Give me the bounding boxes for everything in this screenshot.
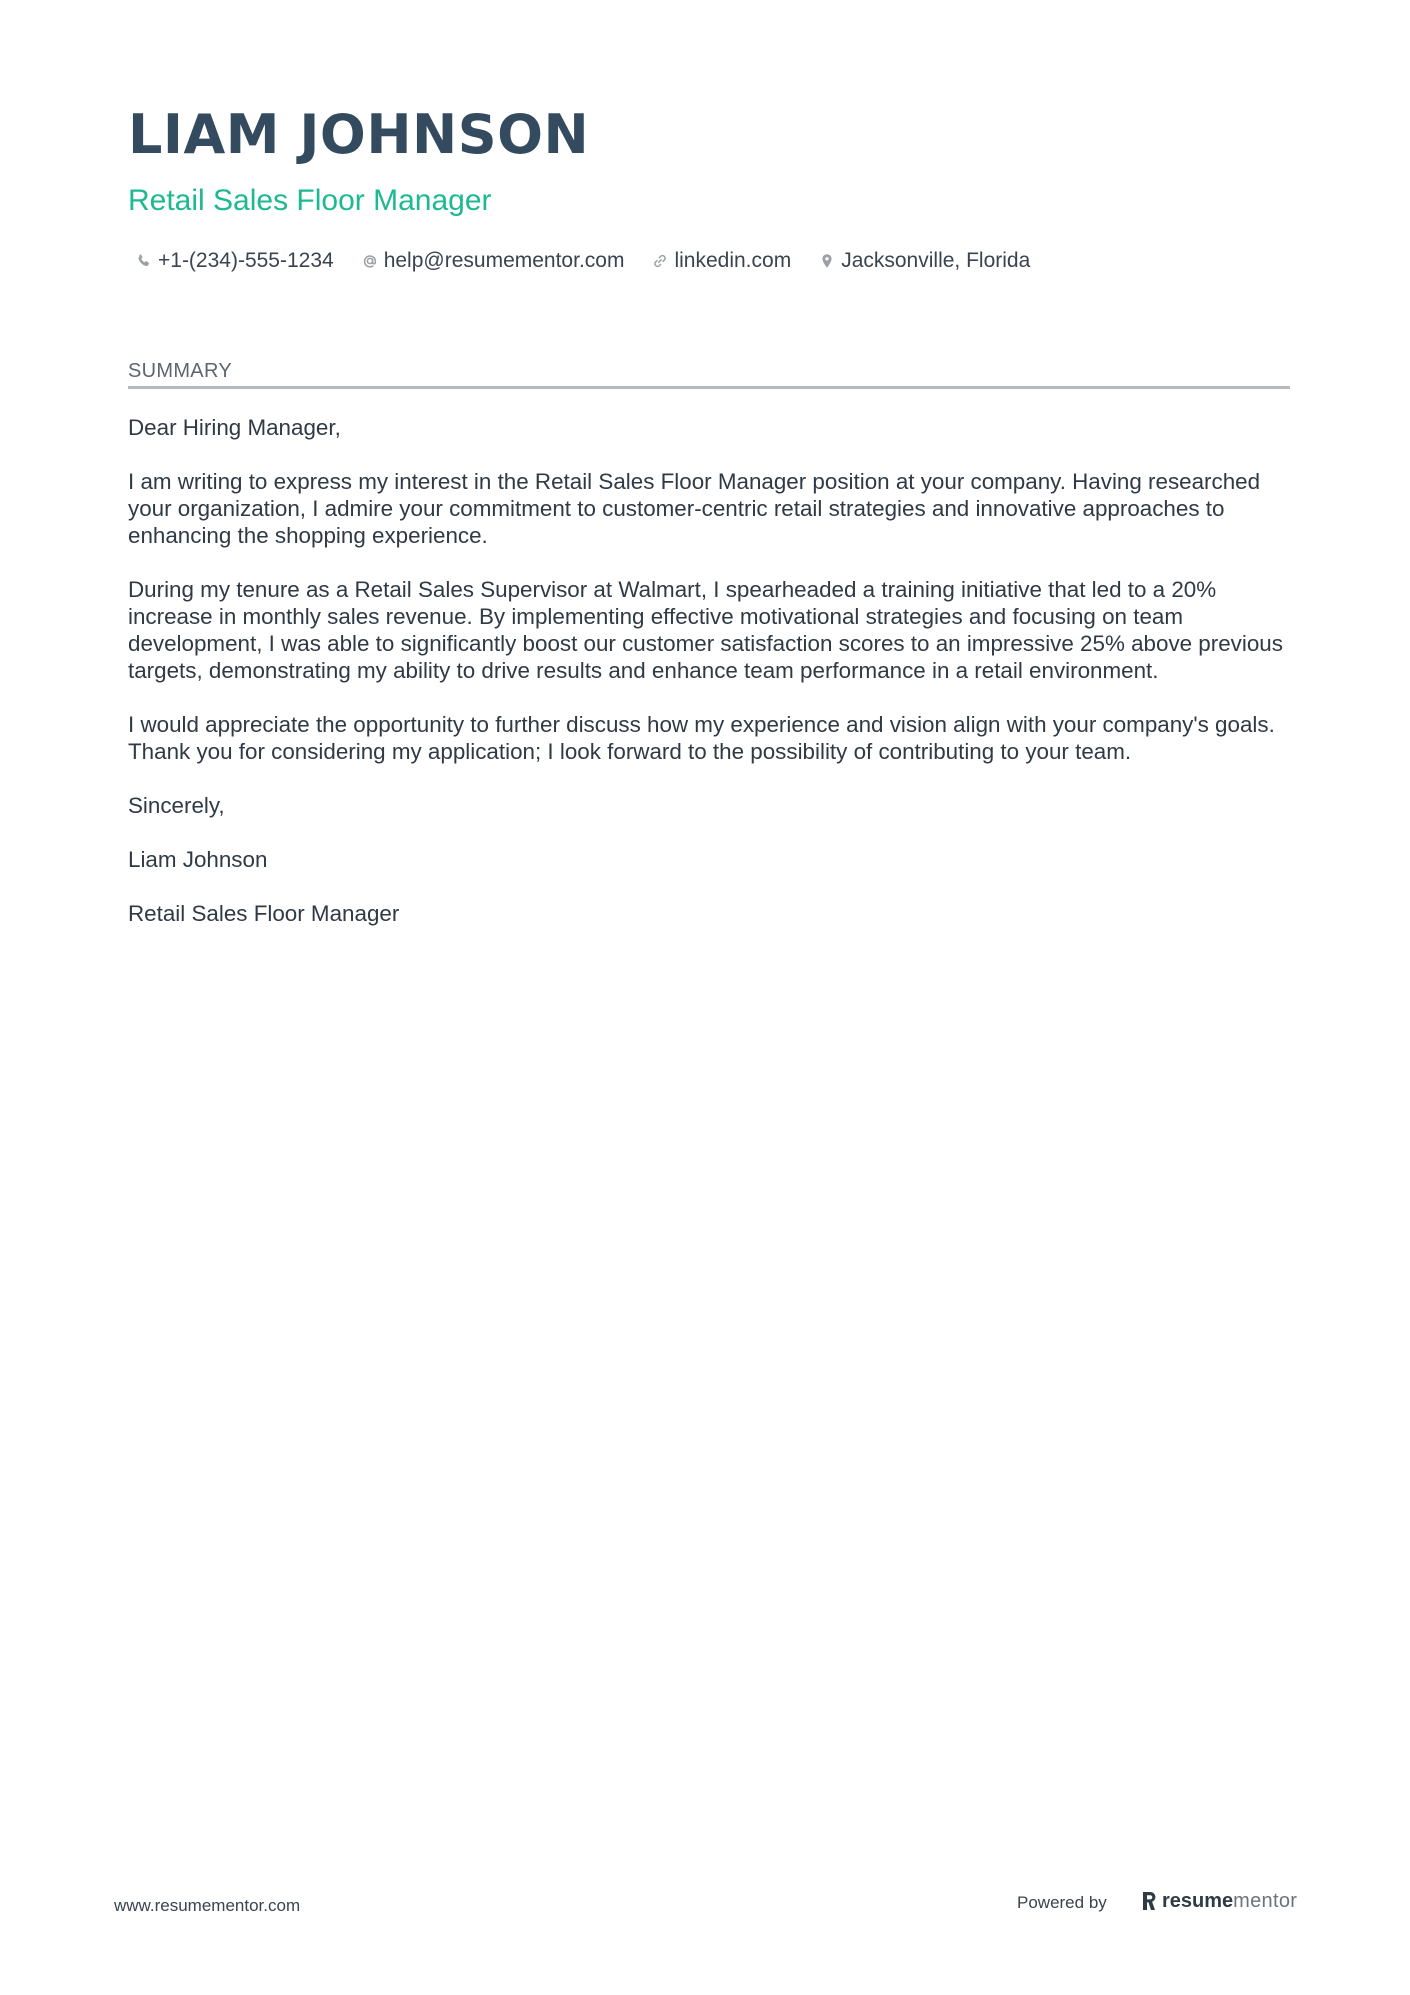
candidate-name: LIAM JOHNSON — [128, 103, 590, 166]
closing: Sincerely, — [128, 793, 225, 818]
signature-name: Liam Johnson — [128, 847, 268, 872]
contact-linkedin — [652, 249, 791, 273]
email-text: help@resumementor.com — [383, 249, 625, 272]
phone-text: +1-(234)-555-1234 — [158, 249, 334, 272]
footer-website-link[interactable]: www.resumementor.com — [114, 1896, 301, 1915]
job-title: Retail Sales Floor Manager — [128, 184, 492, 217]
contact-bar — [136, 248, 1058, 274]
location-text: Jacksonville, Florida — [841, 249, 1031, 272]
brand-name-mentor: mentor — [1233, 1889, 1298, 1912]
at-icon — [362, 253, 378, 269]
letter-paragraph: During my tenure as a Retail Sales Supervisor at Walmart, I spearheaded a training initiative that led to a 20% increase in monthly sales revenue. By implementing effective motivational strategies and focusing on team development, I was able to significantly boost our customer satisfaction scores to an impressive 25% above previous targets, demonstrating my ability to drive results and enhance team performance in a retail environment. — [128, 577, 1283, 683]
signature-title: Retail Sales Floor Manager — [128, 901, 400, 926]
powered-by-label: Powered by — [1017, 1893, 1107, 1912]
phone-icon — [136, 253, 152, 269]
brand-name-resume: resume — [1162, 1889, 1234, 1912]
resumementor-logo-icon — [1140, 1890, 1158, 1912]
contact-location — [819, 249, 1030, 273]
section-heading-summary: SUMMARY — [128, 360, 232, 382]
contact-email — [362, 249, 625, 273]
letter-paragraph: I am writing to express my interest in the Retail Sales Floor Manager position at your company. Having researched your organization, I admire your commitment to customer-centric retail strategies and innovative approaches to enhancing the shopping experience. — [128, 469, 1261, 548]
letter-body — [128, 414, 1292, 954]
section-divider — [128, 386, 1290, 389]
link-icon — [652, 253, 668, 269]
linkedin-text: linkedin.com — [674, 249, 792, 272]
salutation: Dear Hiring Manager, — [128, 415, 341, 440]
letter-paragraph: I would appreciate the opportunity to further discuss how my experience and vision align with your company's goals. Thank you for considering my application; I look forward to the possibility of contributing to your team. — [128, 712, 1275, 764]
contact-phone — [136, 249, 334, 273]
resumementor-logo[interactable] — [1140, 1888, 1297, 1914]
location-pin-icon — [819, 253, 835, 269]
